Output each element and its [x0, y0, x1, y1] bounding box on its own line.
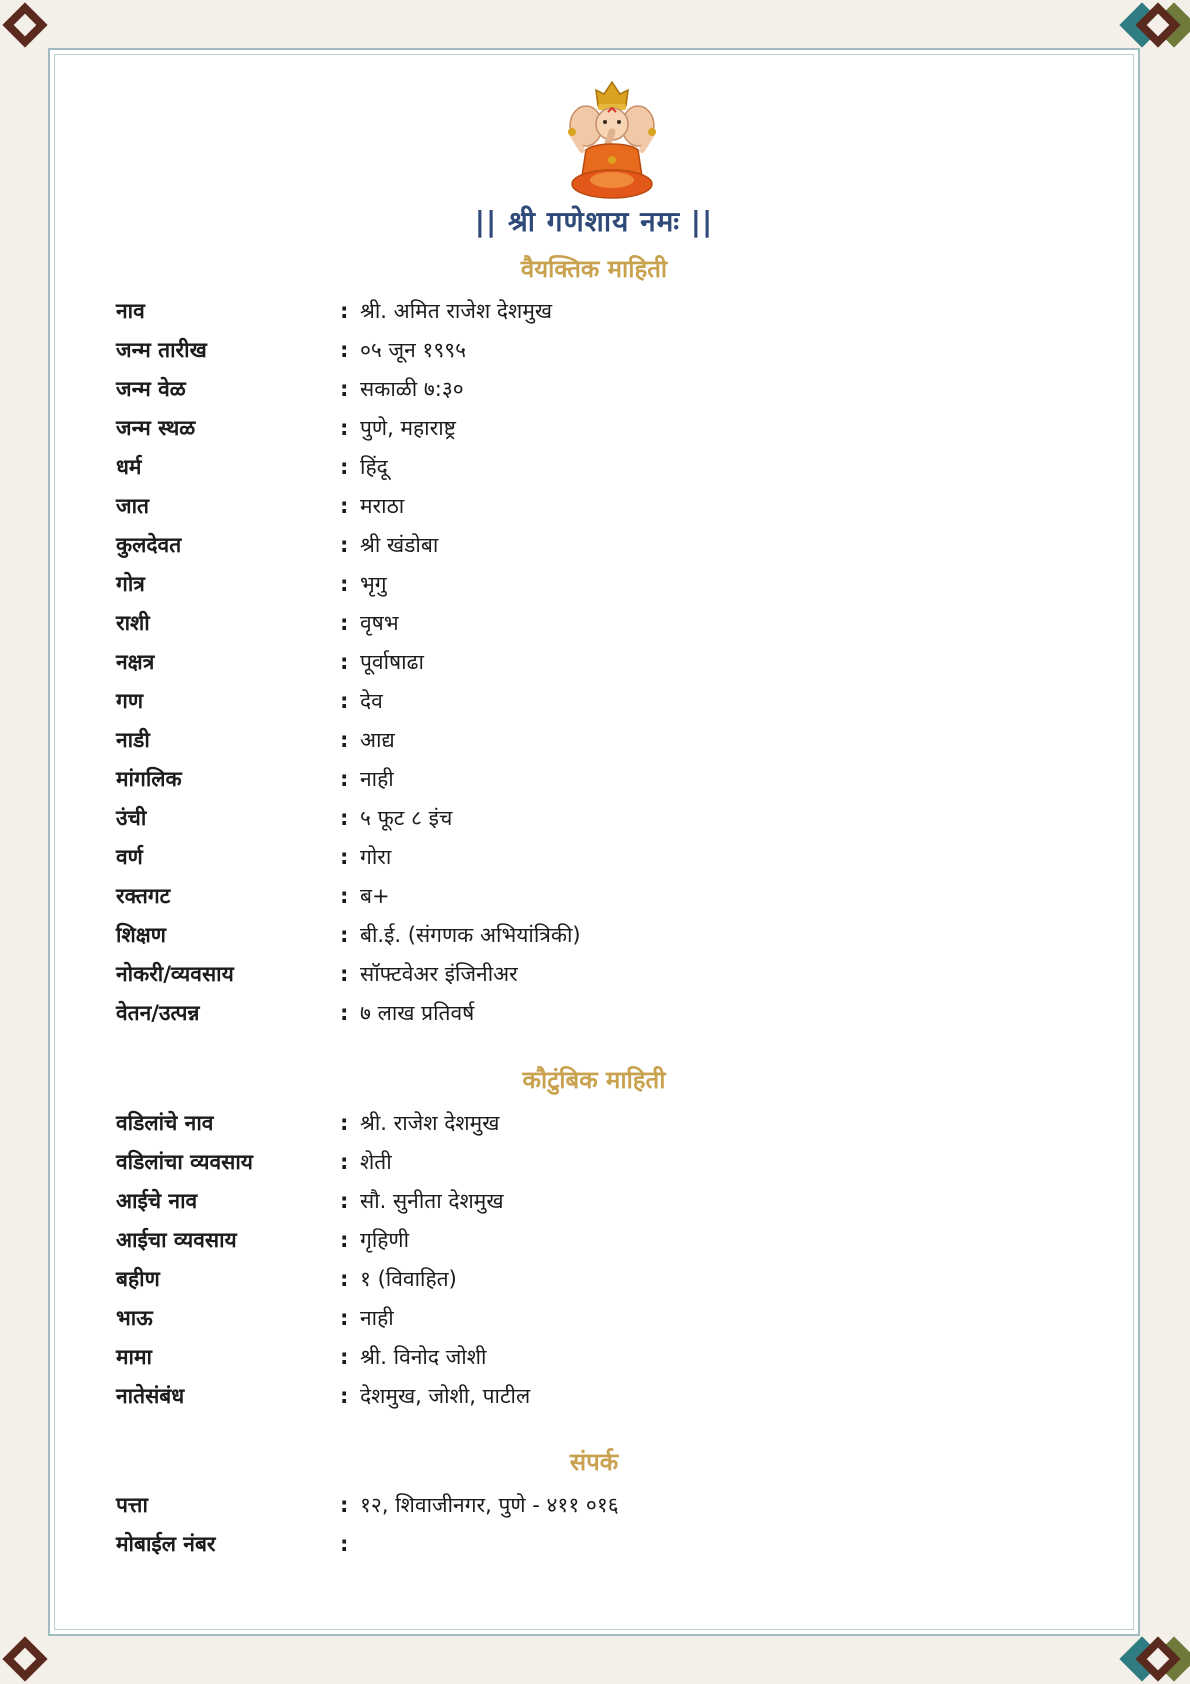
row-label: नाव [116, 299, 145, 323]
row-value: पुणे, महाराष्ट्र [360, 416, 456, 440]
row-value: सकाळी ७:३० [360, 377, 464, 401]
row-label: गोत्र [116, 572, 145, 596]
row-label: जन्म तारीख [116, 338, 207, 362]
row-label: राशी [116, 611, 150, 635]
row-label: वडिलांचा व्यवसाय [116, 1150, 253, 1174]
row-label: मामा [116, 1345, 152, 1369]
row-value: श्री. अमित राजेश देशमुख [360, 299, 553, 323]
row-value: सौ. सुनीता देशमुख [360, 1189, 504, 1213]
row-label: वेतन/उत्पन्न [116, 1001, 200, 1025]
row-label: बहीण [116, 1267, 160, 1291]
row-value: ब+ [360, 884, 390, 908]
row-label: नक्षत्र [116, 650, 155, 674]
row-value: ५ फूट ८ इंच [360, 806, 453, 830]
row-label: गण [116, 689, 144, 713]
section-title-family: कौटुंबिक माहिती [522, 1066, 666, 1094]
row-label: आईचे नाव [116, 1189, 198, 1213]
row-label: नातेसंबंध [116, 1384, 185, 1408]
row-value: शेती [360, 1150, 392, 1174]
corner-diamond-top-left-icon [2, 2, 48, 48]
row-label: रक्तगट [116, 884, 171, 908]
row-value: ७ लाख प्रतिवर्ष [360, 1001, 475, 1025]
row-label: आईचा व्यवसाय [116, 1228, 237, 1252]
row-label: भाऊ [116, 1306, 153, 1330]
section-title-contact: संपर्क [569, 1448, 619, 1476]
biodata-content: || श्री गणेशाय नमः || वैयक्तिक माहिती नाव : श्री. अमित राजेश देशमुख जन्म तारीख : ०५ जून १९९५ जन्म वेळ : सकाळी ७:३० जन्म स्थळ : पुणे, महाराष्ट्र धर्म : हिंदू जात : मराठा कुलदेवत : श्री खंडोबा गोत्र : भृगु राशी : वृषभ नक्षत्र : पूर्वाषाढा गण : देव नाडी : आद्य मांगलिक : नाही उंची : ५ फूट ८ इंच वर्ण : गोरा रक्तगट : ब+ शिक्षण : बी.ई. (संगणक अभियांत्रिकी) नोकरी/व्यवसाय : सॉफ्टवेअर इंजिनीअर वेतन/उत्पन्न : ७ लाख प्रतिवर्ष कौटुंबिक माहिती वडिलांचे नाव : श्री. राजेश देशमुख वडिलांचा व्यवसाय : शेती आईचे नाव : सौ. सुनीता देशमुख आईचा व्यवसाय : गृहिणी बहीण : १ (विवाहित) भाऊ : नाही मामा : श्री. विनोद जोशी नातेसंबंध : देशमुख, जोशी, पाटील संपर्क पत्ता : १२, शिवाजीनगर, पुणे - ४११ ०१६ मोबाईल नंबर : [50, 50, 1138, 1634]
ganesha-icon [564, 80, 660, 200]
row-value: हिंदू [360, 455, 388, 479]
row-value: सॉफ्टवेअर इंजिनीअर [360, 962, 518, 986]
row-value: श्री. राजेश देशमुख [360, 1111, 500, 1135]
row-value: १ (विवाहित) [360, 1267, 457, 1291]
row-label: मांगलिक [116, 767, 182, 791]
row-value: नाही [360, 1306, 394, 1330]
corner-diamond-bottom-left-icon [2, 1636, 48, 1682]
row-value: १२, शिवाजीनगर, पुणे - ४११ ०१६ [360, 1493, 619, 1517]
row-value: वृषभ [360, 611, 399, 635]
row-label: जन्म वेळ [116, 377, 186, 401]
row-label: पत्ता [116, 1493, 148, 1517]
row-value: देव [360, 689, 383, 713]
invocation-heading: || श्री गणेशाय नमः || [474, 205, 714, 238]
row-value: श्री. विनोद जोशी [360, 1345, 487, 1369]
row-label: वर्ण [116, 845, 143, 869]
row-value: ०५ जून १९९५ [360, 338, 467, 362]
row-label: जात [116, 494, 149, 518]
row-label: उंची [116, 806, 147, 830]
row-value: मराठा [360, 494, 405, 518]
row-label: नाडी [116, 728, 150, 752]
row-value: बी.ई. (संगणक अभियांत्रिकी) [360, 923, 581, 947]
row-value: श्री खंडोबा [360, 533, 439, 557]
row-value: पूर्वाषाढा [360, 650, 424, 674]
row-value: गोरा [360, 845, 392, 869]
row-label: जन्म स्थळ [116, 416, 196, 440]
row-label: धर्म [116, 455, 142, 479]
corner-diamond-bottom-right-icon [1120, 1636, 1190, 1682]
row-label: कुलदेवत [116, 533, 182, 557]
biodata-frame [48, 48, 1140, 1636]
row-value: नाही [360, 767, 394, 791]
row-value: गृहिणी [360, 1228, 410, 1252]
corner-diamond-top-right-icon [1120, 2, 1190, 48]
section-title-personal: वैयक्तिक माहिती [520, 255, 668, 283]
row-label: नोकरी/व्यवसाय [116, 962, 234, 986]
row-value: भृगु [360, 572, 387, 596]
row-value: देशमुख, जोशी, पाटील [360, 1384, 531, 1408]
row-label: वडिलांचे नाव [116, 1111, 214, 1135]
row-label: मोबाईल नंबर [116, 1532, 216, 1556]
row-label: शिक्षण [116, 923, 166, 947]
row-value: आद्य [360, 728, 395, 752]
